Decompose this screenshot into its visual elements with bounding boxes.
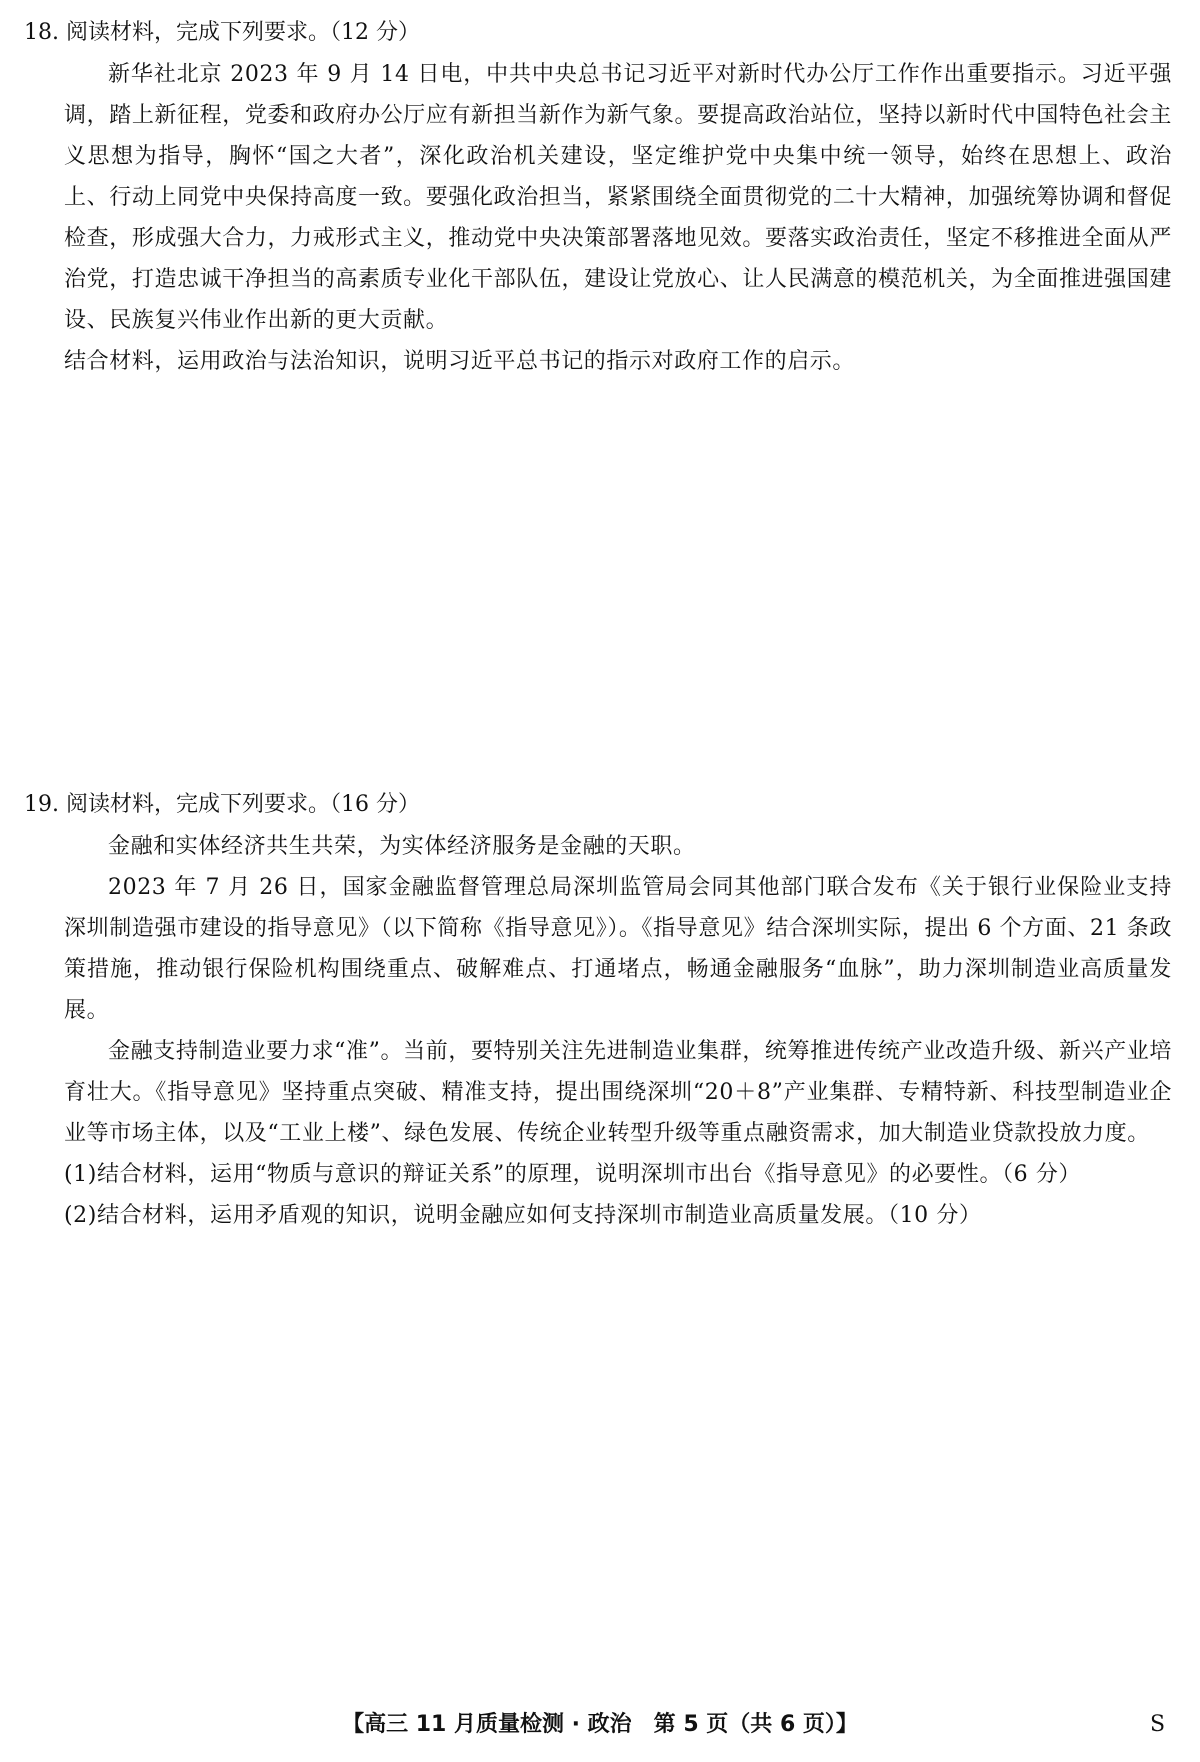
question-19-material xyxy=(64,826,1172,1236)
question-19-paragraph-1: 金融和实体经济共生共荣，为实体经济服务是金融的天职。 xyxy=(108,834,696,859)
question-18-title: 18. 阅读材料，完成下列要求。（12 分） xyxy=(24,20,420,45)
question-19-paragraph-3: 金融支持制造业要力求“准”。当前，要特别关注先进制造业集群，统筹推进传统产业改造升级、新兴产业培育壮大。《指导意见》坚持重点突破、精准支持，提出围绕深圳“20＋8”产业集群、专精特新、科技型制造业企业等市场主体，以及“工业上楼”、绿色发展、传统企业转型升级等重点融资需求，加大制造业贷款投放力度。 xyxy=(64,1039,1172,1146)
question-18-material xyxy=(64,54,1172,382)
question-19-subquestion-2: (2)结合材料，运用矛盾观的知识，说明金融应如何支持深圳市制造业高质量发展。（10 分） xyxy=(64,1203,982,1228)
page-footer: 【高三 11 月质量检测 · 政治 第 5 页（共 6 页）】 xyxy=(342,1712,858,1737)
question-19-paragraph-2: 2023 年 7 月 26 日，国家金融监督管理总局深圳监管局会同其他部门联合发布《关于银行业保险业支持深圳制造强市建设的指导意见》（以下简称《指导意见》）。《指导意见》结合深圳实际，提出 6 个方面、21 条政策措施，推动银行保险机构围绕重点、破解难点、打通堵点，畅通金融服务“血脉”，助力深圳制造业高质量发展。 xyxy=(64,875,1172,1023)
question-18-paragraph-1: 新华社北京 2023 年 9 月 14 日电，中共中央总书记习近平对新时代办公厅工作作出重要指示。习近平强调，踏上新征程，党委和政府办公厅应有新担当新作为新气象。要提高政治站位，坚持以新时代中国特色社会主义思想为指导，胸怀“国之大者”，深化政治机关建设，坚定维护党中央集中统一领导，始终在思想上、政治上、行动上同党中央保持高度一致。要强化政治担当，紧紧围绕全面贯彻党的二十大精神，加强统筹协调和督促检查，形成强大合力，力戒形式主义，推动党中央决策部署落地见效。要落实政治责任，坚定不移推进全面从严治党，打造忠诚干净担当的高素质专业化干部队伍，建设让党放心、让人民满意的模范机关，为全面推进强国建设、民族复兴伟业作出新的更大贡献。 xyxy=(64,62,1172,333)
question-19-subquestion-1: (1)结合材料，运用“物质与意识的辩证关系”的原理，说明深圳市出台《指导意见》的必要性。（6 分） xyxy=(64,1162,1082,1187)
paper-code: S xyxy=(1150,1712,1166,1737)
question-18-prompt: 结合材料，运用政治与法治知识，说明习近平总书记的指示对政府工作的启示。 xyxy=(64,349,856,374)
question-19-title: 19. 阅读材料，完成下列要求。（16 分） xyxy=(24,792,420,817)
